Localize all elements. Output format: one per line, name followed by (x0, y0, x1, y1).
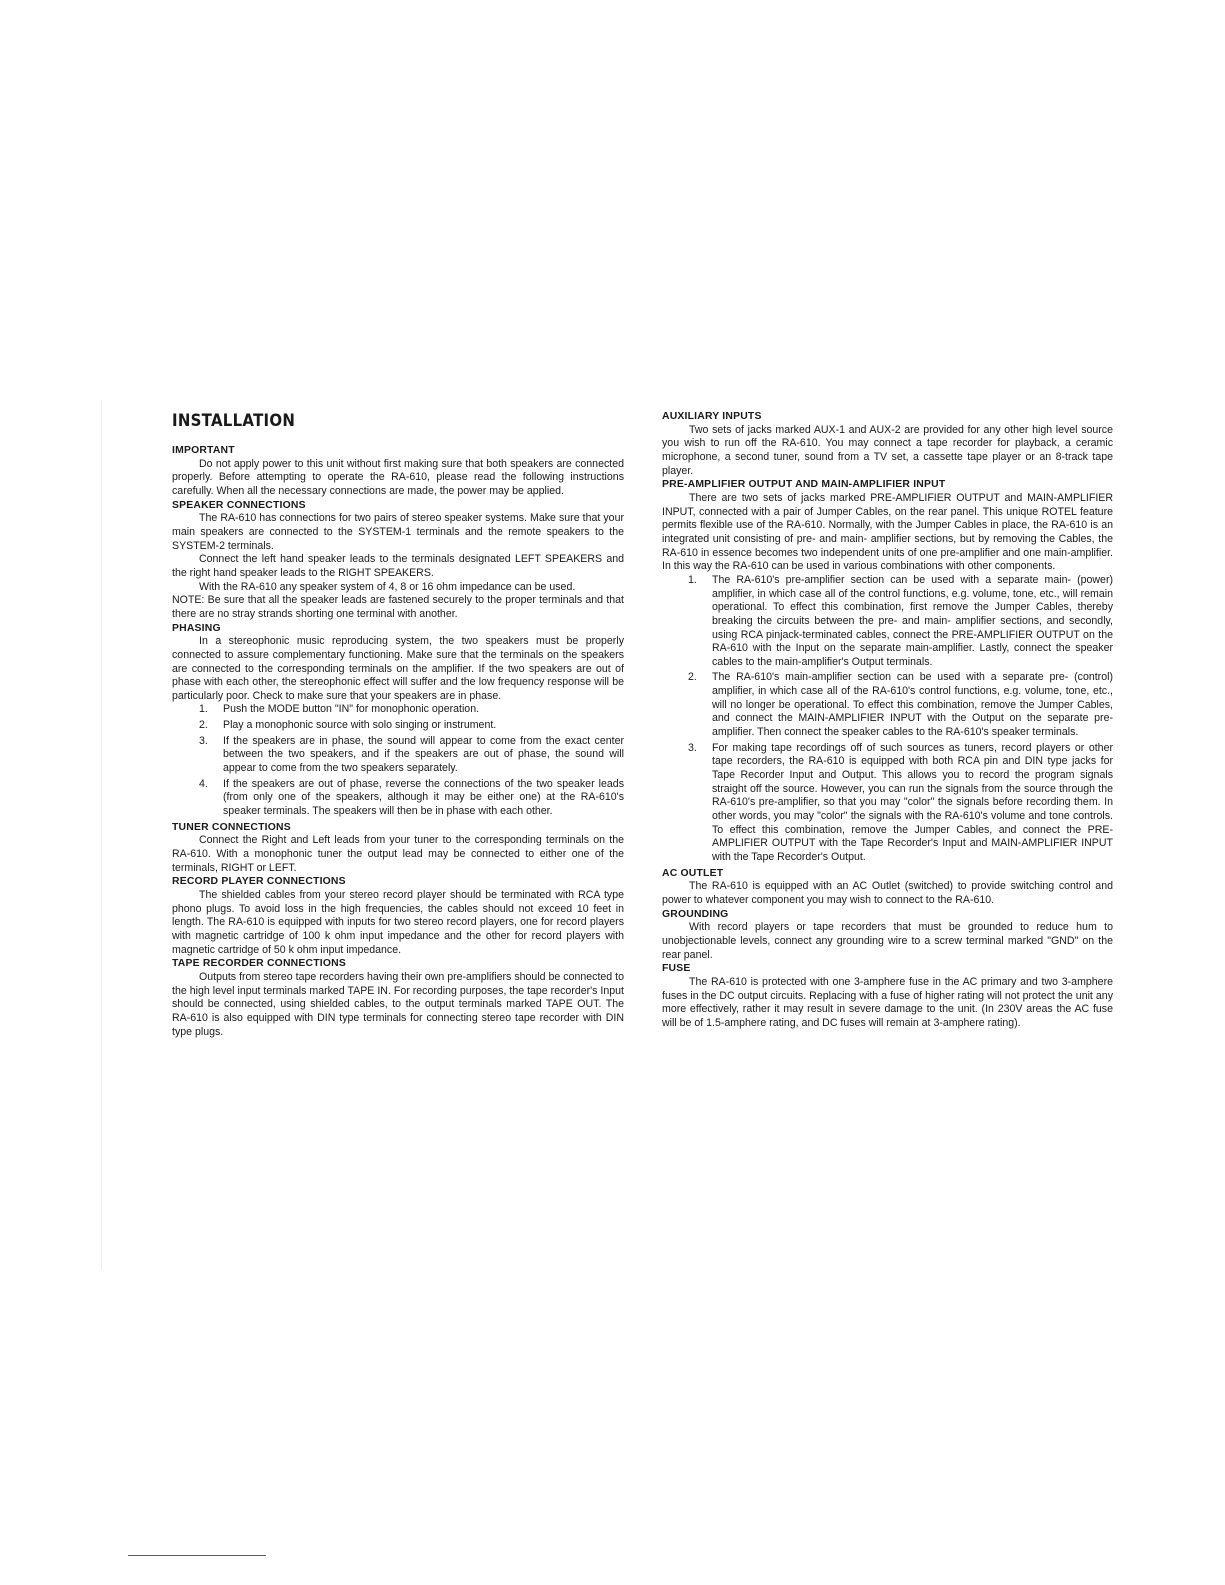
tape-recorder-heading: TAPE RECORDER CONNECTIONS (172, 958, 346, 970)
record-player-text: The shielded cables from your stereo record player should be terminated with RCA type phono plugs. To avoid loss in the high frequencies, the cables should not exceed 10 feet in length. The RA-610 is equipped with inputs for two stereo record players, one for record players with magnetic cartridge of 100 k ohm input impedance and the other for record players with magnetic cartridge of 50 k ohm input impedance. (172, 889, 624, 956)
step-text: For making tape recordings off of such sources as tuners, record players or other tape recorders, the RA-610 is equipped with both RCA pin and DIN type jacks for Tape Recorder Input and Output. This allows you to record the program signals straight off the source. However, you can run the signals from the source through the RA-610's pre-amplifier, so that you may "color" the signals before recording them. In other words, you may "color" the signals with the RA-610's volume and tone controls. To effect this combination, remove the Jumper Cables, and connect the PRE-AMPLIFIER OUTPUT with the Tape Recorder's Input and MAIN-AMPLIFIER INPUT with the Tape Recorder's Output. (712, 741, 1113, 863)
speaker-note: NOTE: Be sure that all the speaker leads are fastened securely to the proper terminals and that there are no stray strands shorting one terminal with another. (172, 594, 624, 620)
preamp-output-text: There are two sets of jacks marked PRE-AMPLIFIER OUTPUT and MAIN-AMPLIFIER INPUT, connected with a pair of Jumper Cables, on the rear panel. This unique ROTEL feature permits flexible use of the RA-610. Normally, with the Jumper Cables in place, the RA-610 is an integrated unit consisting of pre- and main- amplifier sections, but by removing the Cables, the RA-610 in essence becomes two independent units of one pre-amplifier and one main-amplifier. In this way the RA-610 can be used in various combinations with other components. (662, 491, 1113, 573)
step-text: Push the MODE button "IN" for monophonic operation. (223, 703, 480, 716)
step-text: Play a monophonic source with solo singing or instrument. (223, 719, 497, 732)
phasing-heading: PHASING (172, 622, 221, 634)
footer-link-underline (128, 1555, 266, 1556)
list-item (199, 735, 624, 776)
tuner-connections-text: Connect the Right and Left leads from your tuner to the corresponding terminals on the RA-610. With a monophonic tuner the output lead may be connected to either one of the terminals, RIGHT or LEFT. (172, 834, 624, 874)
grounding-text: With record players or tape recorders that must be grounded to reduce hum to unobjectionable levels, connect any grounding wire to a screw terminal marked "GND" on the rear panel. (662, 921, 1113, 961)
ac-outlet-heading: AC OUTLET (662, 867, 724, 879)
step-text: If the speakers are in phase, the sound will appear to come from the exact center between the two speakers, and if the speakers are out of phase, the sound will appear to come from the two speakers separately. (223, 734, 624, 775)
step-number: 1. (688, 573, 697, 586)
step-number: 3. (688, 741, 697, 754)
auxiliary-inputs-heading: AUXILIARY INPUTS (662, 411, 762, 422)
list-item (688, 742, 1113, 865)
fuse-text: The RA-610 is protected with one 3-amphere fuse in the AC primary and two 3-amphere fuses in the DC output circuits. Replacing with a fuse of higher rating will not protect the unit any more effectively, rather it may result in severe damage to the unit. (In 230V areas the AC fuse will be of 1.5-amphere rating, and DC fuses will remain at 3-amphere rating). (662, 975, 1113, 1029)
list-item (199, 778, 624, 819)
preamp-steps (662, 574, 1113, 865)
list-item (688, 574, 1113, 670)
speaker-connections-heading: SPEAKER CONNECTIONS (172, 499, 306, 511)
page-title: INSTALLATION (172, 411, 296, 431)
step-text: The RA-610's pre-amplifier section can be used with a separate main- (power) amplifier, in which case all of the control functions, e.g. volume, tone, etc., will remain operational. To effect this combination, first remove the Jumper Cables, thereby breaking the circuits between the pre- and main- amplifier sections, and secondly, using RCA pinjack-terminated cables, connect the PRE-AMPLIFIER OUTPUT on the RA-610 with the Input on the separate main-amplifier. Lastly, connect the speaker cables to the main-amplifier's Output terminals. (712, 573, 1113, 668)
fuse-heading: FUSE (662, 963, 691, 975)
list-item (688, 671, 1113, 739)
ac-outlet-text: The RA-610 is equipped with an AC Outlet (switched) to provide switching control and power to whatever component you may wish to connect to the RA-610. (662, 880, 1113, 906)
phasing-text: In a stereophonic music reproducing system, the two speakers must be properly connected to assure complementary functioning. Make sure that the terminals on the speakers are connected to the corresponding terminals on the amplifier. If the two speakers are out of phase with each other, the stereophonic effect will suffer and the low frequency response will be particularly poor. Check to make sure that your speakers are in phase. (172, 635, 624, 702)
step-number: 1. (199, 703, 208, 716)
step-text: The RA-610's main-amplifier section can be used with a separate pre- (control) amplifier, in which case all of the RA-610's control functions, e.g. volume, tone, etc., will no longer be operational. To effect this combination, remove the Jumper Cables, and connect the MAIN-AMPLIFIER INPUT with the Output on the separate pre-amplifier. Then connect the speaker cables to the RA-610's speaker terminals. (712, 671, 1113, 739)
step-number: 4. (199, 777, 208, 790)
speaker-connections-text-1: The RA-610 has connections for two pairs of stereo speaker systems. Make sure that your main speakers are connected to the SYSTEM-1 terminals and the remote speakers to the SYSTEM-2 terminals. (172, 512, 624, 552)
step-number: 2. (199, 719, 208, 732)
step-text: If the speakers are out of phase, reverse the connections of the two speaker leads (from only one of the speakers, although it may be either one) at the RA-610's speaker terminals. The speakers will then be in phase with each other. (223, 777, 624, 818)
step-number: 3. (199, 734, 208, 747)
record-player-heading: RECORD PLAYER CONNECTIONS (172, 876, 346, 888)
tape-recorder-text: Outputs from stereo tape recorders having their own pre-amplifiers should be connected to the high level input terminals marked TAPE IN. For recording purposes, the tape recorder's Input should be connected, using shielded cables, to the output terminals marked TAPE OUT. The RA-610 is also equipped with DIN type terminals for connecting stereo tape recorder with DIN type plugs. (172, 970, 624, 1038)
step-number: 2. (688, 671, 697, 684)
speaker-connections-text-2: Connect the left hand speaker leads to the terminals designated LEFT SPEAKERS and the right hand speaker leads to the RIGHT SPEAKERS. (172, 553, 624, 579)
phasing-steps (172, 703, 624, 818)
auxiliary-inputs-text: Two sets of jacks marked AUX-1 and AUX-2 are provided for any other high level source you wish to run off the RA-610. You may connect a tape recorder for playback, a ceramic microphone, a second tuner, sound from a TV set, a cassette tape player or an 8-track tape player. (662, 423, 1113, 477)
preamp-output-heading: PRE-AMPLIFIER OUTPUT AND MAIN-AMPLIFIER INPUT (662, 479, 946, 491)
important-text: Do not apply power to this unit without first making sure that both speakers are connected properly. Before attempting to operate the RA-610, please read the following instructions carefully. When all the necessary connections are made, the power may be applied. (172, 457, 624, 497)
important-heading: IMPORTANT (172, 445, 235, 456)
list-item (199, 719, 624, 733)
right-column (662, 410, 1113, 1031)
tuner-connections-heading: TUNER CONNECTIONS (172, 821, 291, 833)
grounding-heading: GROUNDING (662, 908, 729, 920)
list-item (199, 703, 624, 717)
page-margin-line (101, 400, 102, 1270)
left-column (172, 410, 624, 1039)
speaker-connections-text-3: With the RA-610 any speaker system of 4, 8 or 16 ohm impedance can be used. (199, 580, 576, 593)
